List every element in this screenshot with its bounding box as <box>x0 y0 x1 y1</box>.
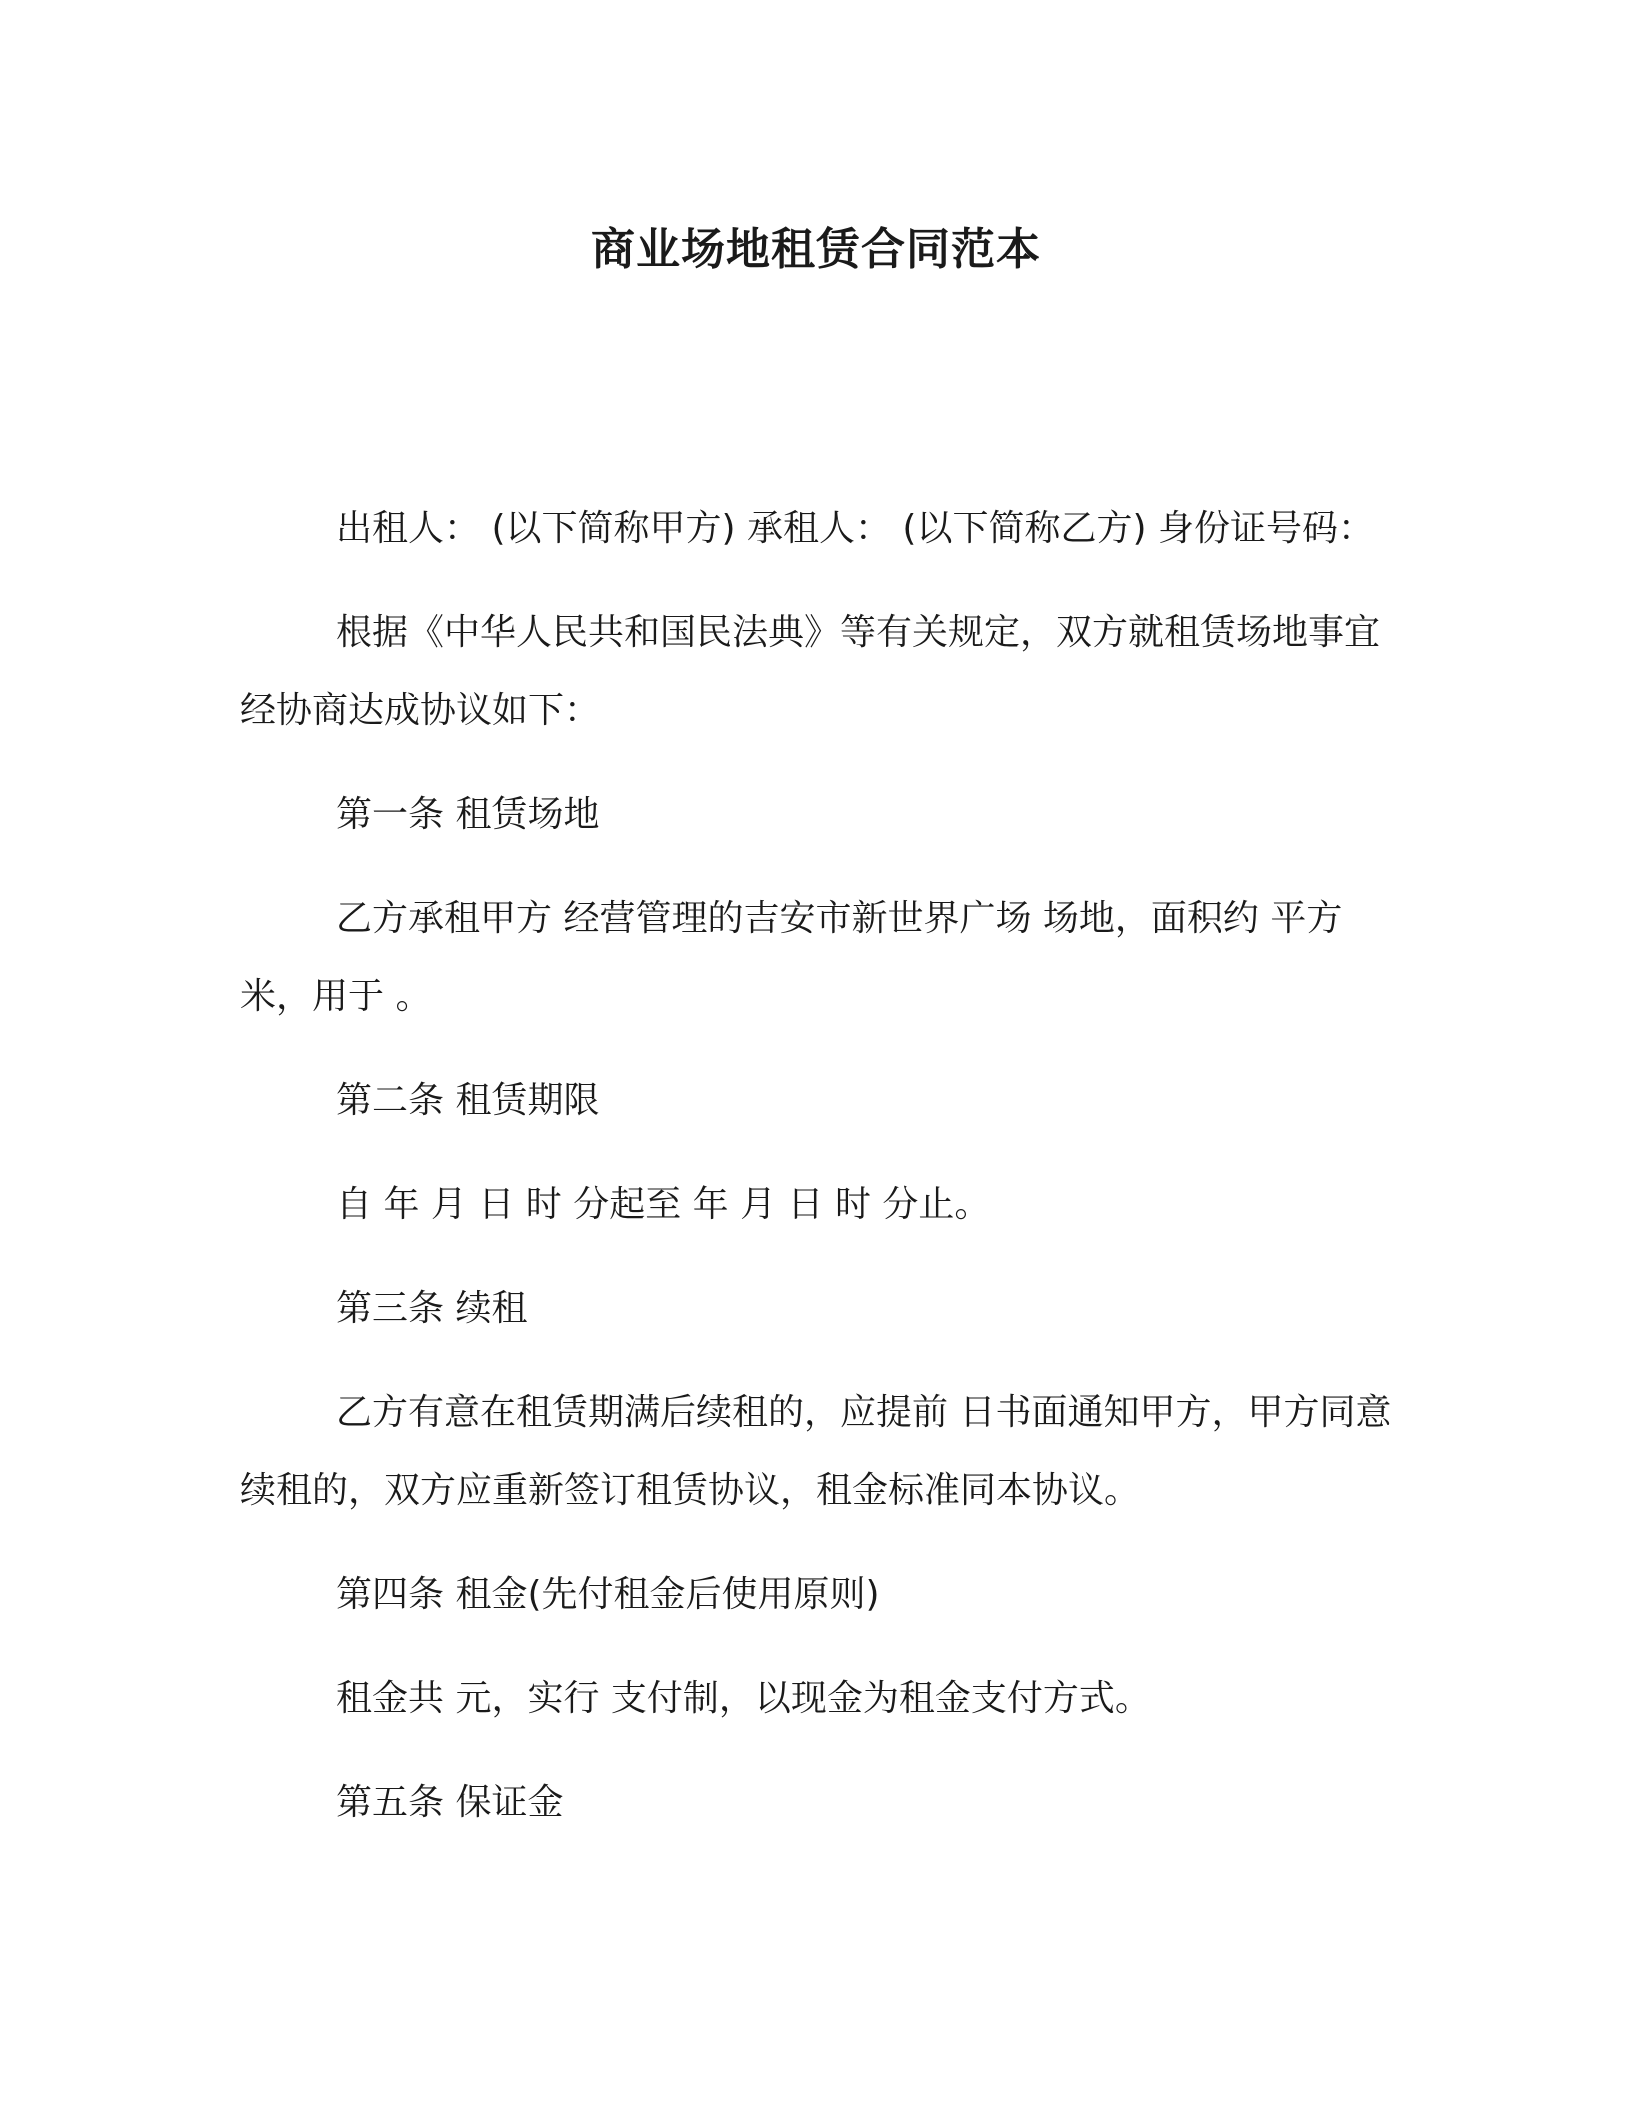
article-1-paragraph: 乙方承租甲方 经营管理的吉安市新世界广场 场地，面积约 平方米，用于 。 <box>240 898 1343 1017</box>
article-3-heading: 第三条 续租 <box>336 1288 528 1329</box>
article-2-heading: 第二条 租赁期限 <box>336 1080 600 1121</box>
article-2-paragraph: 自 年 月 日 时 分起至 年 月 日 时 分止。 <box>336 1184 991 1225</box>
parties-paragraph: 出租人： (以下简称甲方) 承租人： (以下简称乙方) 身份证号码： <box>336 508 1374 549</box>
article-5-heading: 第五条 保证金 <box>336 1782 564 1823</box>
preamble-paragraph: 根据《中华人民共和国民法典》等有关规定，双方就租赁场地事宜经协商达成协议如下： <box>240 612 1381 731</box>
document-title: 商业场地租赁合同范本 <box>591 224 1041 275</box>
article-3-paragraph: 乙方有意在租赁期满后续租的，应提前 日书面通知甲方，甲方同意续租的，双方应重新签订租赁协议，租金标准同本协议。 <box>240 1392 1392 1511</box>
article-4-paragraph: 租金共 元，实行 支付制，以现金为租金支付方式。 <box>336 1678 1151 1719</box>
article-1-heading: 第一条 租赁场地 <box>336 794 600 835</box>
article-4-heading: 第四条 租金(先付租金后使用原则) <box>336 1574 880 1615</box>
document-body <box>240 490 1392 1868</box>
